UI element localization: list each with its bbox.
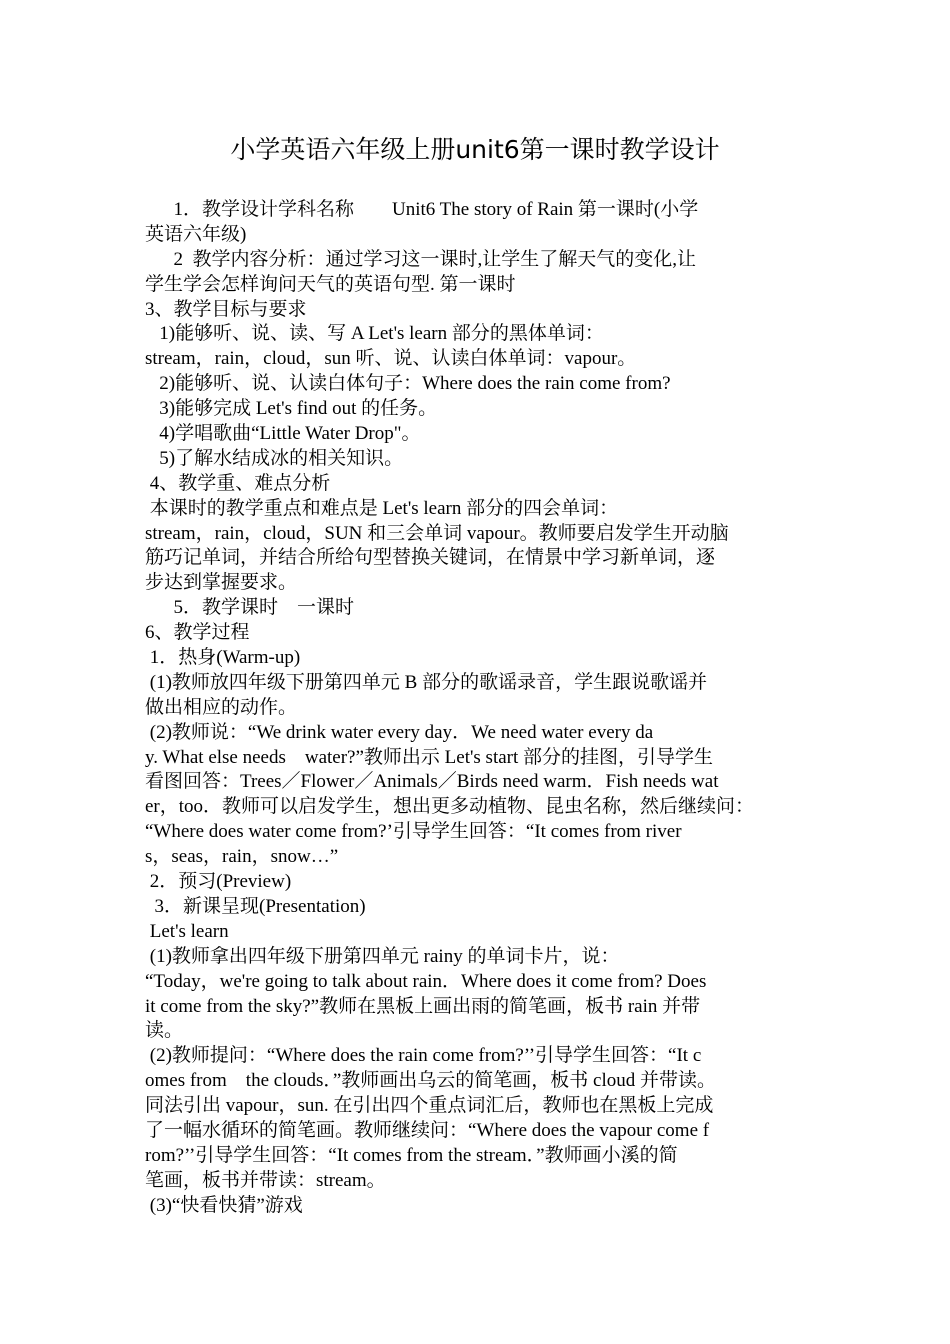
body-text-line: 2 教学内容分析：通过学习这一课时,让学生了解天气的变化,让: [145, 248, 697, 270]
body-text-line: s，seas，rain，snow…”: [145, 846, 339, 868]
body-text-line: 2．预习(Preview): [145, 871, 292, 893]
body-text-line: (1)教师放四年级下册第四单元 B 部分的歌谣录音，学生跟说歌谣并: [145, 671, 708, 693]
body-text-line: 了一幅水循环的简笔画。教师继续问：“Where does the vapour come f: [145, 1119, 710, 1141]
body-text-line: 5)了解水结成冰的相关知识。: [145, 447, 404, 469]
body-text-line: (2)教师提问：“Where does the rain come from?’’引导学生回答：“It c: [145, 1045, 702, 1067]
body-text-line: 3)能够完成 Let's find out 的任务。: [145, 398, 438, 420]
body-text-line: 1．教学设计学科名称 Unit6 The story of Rain 第一课时(小学: [145, 199, 699, 220]
body-text-line: 2)能够听、说、认读白体句子：Where does the rain come from?: [145, 373, 671, 395]
body-text-line: (1)教师拿出四年级下册第四单元 rainy 的单词卡片，说：: [145, 945, 620, 967]
body-text-line: 读。: [145, 1020, 184, 1042]
body-text-line: 本课时的教学重点和难点是 Let's learn 部分的四会单词：: [145, 497, 619, 519]
body-text-line: 英语六年级): [145, 223, 247, 245]
body-text-line: (3)“快看快猜”游戏: [145, 1194, 303, 1216]
body-text-line: rom?’’引导学生回答：“It comes from the stream．”教师画小溪的简: [145, 1144, 678, 1166]
body-text-line: Let's learn: [145, 920, 229, 942]
body-text-line: 4、教学重、难点分析: [145, 472, 331, 494]
body-text-line: 做出相应的动作。: [145, 696, 298, 718]
body-text-line: 5．教学课时 一课时: [145, 597, 355, 619]
body-text-line: 1．热身(Warm-up): [145, 647, 301, 669]
body-text-line: er，too．教师可以启发学生，想出更多动植物、昆虫名称，然后继续问：: [145, 796, 755, 818]
body-text-line: stream，rain，cloud，SUN 和三会单词 vapour。教师要启发学生开动脑: [145, 522, 729, 544]
body-text-line: 看图回答：Trees／Flower／Animals／Birds need warm．Fish needs wat: [145, 771, 719, 793]
body-text-line: 6、教学过程: [145, 622, 250, 644]
body-text-line: omes from the clouds．”教师画出乌云的简笔画，板书 cloud 并带读。: [145, 1070, 717, 1092]
body-text-line: 3．新课呈现(Presentation): [145, 895, 366, 917]
body-text-line: (2)教师说：“We drink water every day．We need water every da: [145, 721, 654, 743]
body-text-line: 学生学会怎样询问天气的英语句型. 第一课时: [145, 273, 516, 295]
body-text-line: 同法引出 vapour，sun. 在引出四个重点词汇后，教师也在黑板上完成: [145, 1095, 714, 1117]
body-text-line: “Today，we're going to talk about rain．Where does it come from? Does: [145, 970, 707, 992]
body-text-line: it come from the sky?”教师在黑板上画出雨的简笔画，板书 rain 并带: [145, 995, 701, 1017]
body-text-line: 步达到掌握要求。: [145, 572, 298, 594]
body-text-line: “Where does water come from?’引导学生回答：“It comes from river: [145, 821, 682, 843]
body-text-line: 3、教学目标与要求: [145, 298, 307, 320]
document-title: 小学英语六年级上册unit6第一课时教学设计: [230, 135, 720, 164]
body-text-line: 4)学唱歌曲“Little Water Drop"。: [145, 423, 421, 445]
document-body: [145, 198, 810, 1219]
body-text-line: 筋巧记单词，并结合所给句型替换关键词，在情景中学习新单词，逐: [145, 547, 716, 569]
body-text-line: stream，rain，cloud，sun 听、说、认读白体单词：vapour。: [145, 348, 637, 370]
body-text-line: 1)能够听、说、读、写 A Let's learn 部分的黑体单词：: [145, 323, 604, 345]
body-text-line: y. What else needs water?”教师出示 Let's start 部分的挂图，引导学生: [145, 746, 714, 768]
body-text-line: 笔画，板书并带读：stream。: [145, 1169, 386, 1191]
